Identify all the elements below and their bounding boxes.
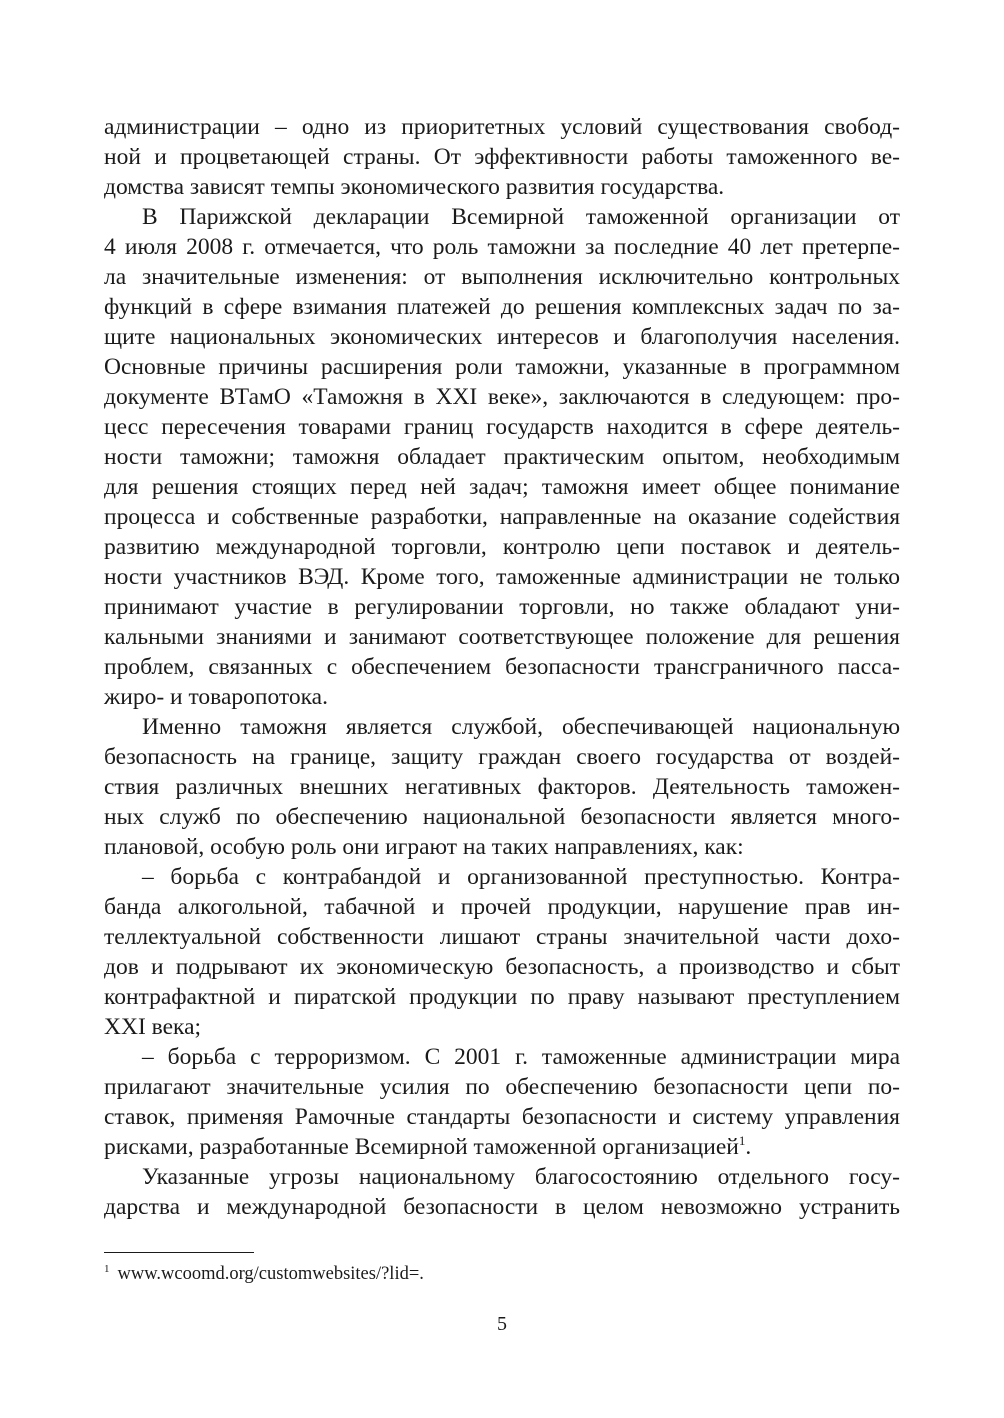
text-line: цесс пересечения товарами границ государств находится в сфере деятель-	[104, 414, 900, 440]
text-line: прилагают значительные усилия по обеспечению безопасности цепи по-	[104, 1074, 900, 1100]
text-line-tail: .	[745, 1134, 752, 1160]
text-line: дов и подрывают их экономическую безопасность, а производство и сбыт	[104, 954, 900, 980]
text-line: Именно таможня является службой, обеспечивающей национальную	[142, 714, 900, 740]
text-line: В Парижской декларации Всемирной таможенной организации от	[142, 204, 900, 230]
text-line: ла значительные изменения: от выполнения исключительно контрольных	[104, 264, 900, 290]
text-line: теллектуальной собственности лишают страны значительной части дохо-	[104, 924, 900, 950]
text-line: банда алкогольной, табачной и прочей продукции, нарушение прав ин-	[104, 894, 900, 920]
text-line: дарства и международной безопасности в целом невозможно устранить	[104, 1194, 900, 1220]
paragraph	[104, 1042, 900, 1162]
paragraph	[104, 712, 900, 862]
text-line: процесса и собственные разработки, направленные на оказание содействия	[104, 504, 900, 530]
page-number: 5	[497, 1313, 507, 1335]
text-line: для решения стоящих перед ней задач; таможня имеет общее понимание	[104, 474, 900, 500]
text-line: развитию международной торговли, контролю цепи поставок и деятель-	[104, 534, 900, 560]
footnote-reference[interactable]: 1	[738, 1133, 746, 1149]
footnote-text[interactable]: www.wcoomd.org/customwebsites/?lid=.	[117, 1264, 424, 1284]
text-line: щите национальных экономических интересов и благополучия населения.	[104, 324, 900, 350]
paragraph	[104, 862, 900, 1042]
text-line: проблем, связанных с обеспечением безопасности трансграничного пасса-	[104, 654, 900, 680]
text-line: кальными знаниями и занимают соответствующее положение для решения	[104, 624, 900, 650]
text-line: 4 июля 2008 г. отмечается, что роль таможни за последние 40 лет претерпе-	[104, 234, 900, 260]
text-line: XXI века;	[104, 1014, 202, 1040]
text-line: документе ВТамО «Таможня в XXI веке», заключаются в следующем: про-	[104, 384, 900, 410]
text-line: ных служб по обеспечению национальной безопасности является много-	[104, 804, 900, 830]
footnote	[104, 1262, 900, 1286]
text-line: безопасность на границе, защиту граждан своего государства от воздей-	[104, 744, 900, 770]
text-line: жиро- и товаропотока.	[104, 684, 328, 710]
text-line: ствия различных внешних негативных факторов. Деятельность таможен-	[104, 774, 900, 800]
text-line	[104, 1132, 900, 1162]
text-line: плановой, особую роль они играют на таких направлениях, как:	[104, 834, 744, 860]
text-line: домства зависят темпы экономического развития государства.	[104, 174, 725, 200]
footnote-mark: 1	[104, 1262, 110, 1275]
text-line: ности таможни; таможня обладает практическим опытом, необходимым	[104, 444, 900, 470]
text-line-content: рисками, разработанные Всемирной таможенной организацией	[104, 1134, 739, 1160]
text-line: – борьба с терроризмом. С 2001 г. таможенные администрации мира	[142, 1044, 900, 1070]
text-line: принимают участие в регулировании торговли, но также обладают уни-	[104, 594, 900, 620]
text-line: функций в сфере взимания платежей до решения комплексных задач по за-	[104, 294, 900, 320]
footnote-divider	[104, 1252, 254, 1253]
paragraph	[104, 202, 900, 712]
text-line: контрафактной и пиратской продукции по праву называют преступлением	[104, 984, 900, 1010]
text-line: Основные причины расширения роли таможни, указанные в программном	[104, 354, 900, 380]
text-line: Указанные угрозы национальному благосостоянию отдельного госу-	[142, 1164, 900, 1190]
paragraph	[104, 112, 900, 202]
paragraph	[104, 1162, 900, 1222]
text-line: ности участников ВЭД. Кроме того, таможенные администрации не только	[104, 564, 900, 590]
body-text	[104, 112, 900, 1222]
text-line: ной и процветающей страны. От эффективности работы таможенного ве-	[104, 144, 900, 170]
text-line: администрации – одно из приоритетных условий существования свобод-	[104, 114, 900, 140]
text-line: – борьба с контрабандой и организованной преступностью. Контра-	[142, 864, 900, 890]
text-line: ставок, применяя Рамочные стандарты безопасности и систему управления	[104, 1104, 900, 1130]
